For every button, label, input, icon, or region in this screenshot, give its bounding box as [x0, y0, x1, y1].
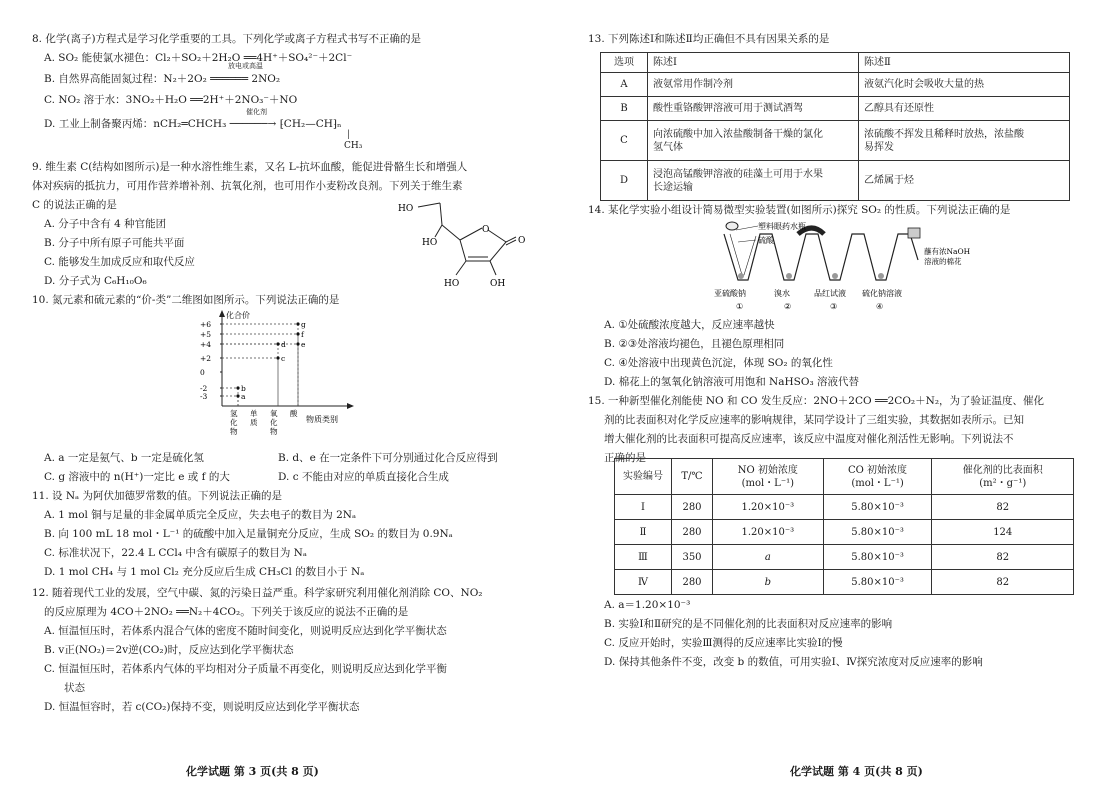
- q13-row-d-s1: [648, 161, 859, 201]
- chart-point-label: g: [301, 320, 306, 329]
- q15-row-2-co-c: 5.80×10⁻³: [823, 520, 932, 545]
- chart-point-label: d: [281, 340, 286, 349]
- vc-ho-mid: HO: [422, 238, 438, 248]
- q8-stem: 8. 化学(离子)方程式是学习化学重要的工具。下列化学或离子方程式书写不正确的是: [32, 33, 422, 45]
- chart-x-label: 物: [270, 427, 278, 436]
- q8-d-condition: 催化剂: [246, 108, 267, 116]
- q14-label-sulfide: 硫化钠溶液: [862, 289, 902, 298]
- q10-stem: 10. 氮元素和硫元素的“价-类”二维图如图所示。下列说法正确的是: [32, 294, 340, 306]
- chart-point-f: [296, 332, 299, 335]
- chart-y-tick: +6: [200, 320, 212, 329]
- q13-row-a-option: A: [601, 73, 648, 97]
- q15-header-no-conc-unit: (mol・L⁻¹): [741, 477, 795, 489]
- q15-row-3-t: 350: [672, 545, 713, 570]
- q8-option-a: A. SO₂ 能使氯水褪色：Cl₂＋SO₂＋2H₂O ══4H⁺＋SO₄²⁻＋2Cl⁻: [44, 52, 353, 64]
- vc-carbonyl-o: O: [518, 236, 526, 246]
- q14-num-1: ①: [736, 302, 744, 311]
- bottle-leader: [736, 226, 758, 230]
- q14-stem: 14. 某化学实验小组设计简易微型实验装置(如图所示)探究 SO₂ 的性质。下列说法正确的是: [588, 204, 1011, 216]
- chart-y-tick: -2: [200, 384, 208, 393]
- q14-acid-label: 硫酸: [758, 236, 774, 245]
- q14-option-c: C. ④处溶液中出现黄色沉淀，体现 SO₂ 的氧化性: [604, 357, 833, 369]
- chart-x-tail: 物质类别: [306, 415, 338, 424]
- valence-class-chart: [190, 308, 380, 448]
- q13-row-c-s1-line1: 向浓硫酸中加入浓盐酸制备干燥的氯化: [653, 128, 823, 140]
- q10-option-a: A. a 一定是氨气、b 一定是硫化氢: [44, 452, 204, 464]
- q13-header-statement2: 陈述Ⅱ: [859, 53, 1070, 73]
- chart-x-arrow: [347, 403, 354, 409]
- q15-header-row: [615, 459, 1074, 495]
- q15-row-4-co-c: 5.80×10⁻³: [823, 570, 932, 595]
- q14-option-b: B. ②③处溶液均褪色，且褪色原理相同: [604, 338, 785, 350]
- q8-option-b: B. 自然界高能固氮过程：N₂＋2O₂ ══════ 2NO₂: [44, 73, 281, 85]
- right-page-footer: 化学试题 第 4 页(共 8 页): [790, 765, 923, 778]
- cotton-plug: [908, 228, 920, 238]
- q9-option-b: B. 分子中所有原子可能共平面: [44, 237, 185, 249]
- eyedropper-bottle: [726, 222, 738, 230]
- q8-option-c: C. NO₂ 溶于水：3NO₂＋H₂O ══2H⁺＋2NO₃⁻＋NO: [44, 94, 298, 106]
- q13-row-c: [601, 121, 1070, 161]
- q9-stem-line1: 9. 维生素 C(结构如图所示)是一种水溶性维生素，又名 L-抗坏血酸，能促进骨骼生长和增强人: [32, 161, 468, 173]
- q14-num-3: ③: [830, 302, 838, 311]
- chart-point-label: f: [301, 330, 304, 339]
- q15-stem-line3: 增大催化剂的比表面积可提高反应速率，该反应中温度对催化剂活性无影响。下列说法不: [604, 433, 1014, 445]
- chart-y-tick: +5: [200, 330, 212, 339]
- bromine-spot: [786, 273, 792, 279]
- q15-stem-line2: 剂的比表面积对化学反应速率的影响规律，某同学设计了三组实验，其数据如表所示。已知: [604, 414, 1024, 426]
- chart-y-tick: 0: [200, 368, 205, 377]
- q15-row-4-area: 82: [932, 570, 1074, 595]
- q13-row-a: [601, 73, 1070, 97]
- q12-stem-line2: 的反应原理为 4CO＋2NO₂ ══N₂＋4CO₂。下列关于该反应的说法不正确的是: [44, 606, 409, 618]
- q13-row-a-s2: 液氨汽化时会吸收大量的热: [859, 73, 1070, 97]
- q13-table: [600, 52, 1070, 201]
- vitamin-c-structure: [390, 195, 540, 293]
- q15-row-4-no-c: b: [713, 570, 824, 595]
- q11-option-b: B. 向 100 mL 18 mol・L⁻¹ 的硫酸中加入足量铜充分反应，生成 SO₂ 的数目为 0.9Nₐ: [44, 528, 453, 540]
- chart-x-label: 氧: [270, 409, 278, 418]
- q13-header-row: [601, 53, 1070, 73]
- acid-leader: [738, 240, 756, 242]
- q10-option-b: B. d、e 在一定条件下可分别通过化合反应得到: [278, 452, 498, 464]
- chart-point-e: [296, 342, 299, 345]
- chart-x-label: 物: [230, 427, 238, 436]
- left-page: [0, 0, 552, 800]
- q13-row-c-s1: [648, 121, 859, 161]
- q13-row-b: [601, 97, 1070, 121]
- q13-header-statement1: 陈述Ⅰ: [648, 53, 859, 73]
- q15-header-co-conc: [823, 459, 932, 495]
- chart-point-a: [236, 394, 239, 397]
- q9-option-c: C. 能够发生加成反应和取代反应: [44, 256, 195, 268]
- q15-option-c: C. 反应开始时，实验Ⅲ测得的反应速率比实验Ⅰ的慢: [604, 637, 843, 649]
- q13-row-c-s1-line2: 氢气体: [653, 141, 683, 153]
- q8-d-methyl-branch: │: [346, 130, 351, 139]
- q12-stem-line1: 12. 随着现代工业的发展，空气中碳、氮的污染日益严重。科学家研究利用催化剂消除 CO、NO₂: [32, 587, 483, 599]
- q14-num-4: ④: [876, 302, 884, 311]
- q15-header-no-conc: [713, 459, 824, 495]
- q10-option-c: C. g 溶液中的 n(H⁺)一定比 e 或 f 的大: [44, 471, 230, 483]
- chart-point-b: [236, 386, 239, 389]
- q13-row-d-option: D: [601, 161, 648, 201]
- chart-x-label: 氢: [230, 409, 238, 418]
- chart-point-label: a: [241, 392, 246, 401]
- w-tube-outer: [724, 234, 918, 280]
- fuchsin-spot: [832, 273, 838, 279]
- q12-option-c: C. 恒温恒压时，若体系内气体的平均相对分子质量不再变化，则说明反应达到化学平衡: [44, 663, 447, 675]
- q13-row-d: [601, 161, 1070, 201]
- q15-row-1-no-c: 1.20×10⁻³: [713, 495, 824, 520]
- q14-option-a: A. ①处硫酸浓度越大，反应速率越快: [604, 319, 775, 331]
- q13-row-b-option: B: [601, 97, 648, 121]
- chart-x-label: 酸: [290, 409, 298, 418]
- q15-header-no: 实验编号: [615, 459, 672, 495]
- q8-b-condition: 放电或高温: [228, 62, 263, 70]
- q12-option-a: A. 恒温恒压时，若体系内混合气体的密度不随时间变化，则说明反应达到化学平衡状态: [44, 625, 447, 637]
- q13-row-d-s1-line1: 浸泡高锰酸钾溶液的硅藻土可用于水果: [653, 168, 823, 180]
- chart-point-d: [276, 342, 279, 345]
- q15-option-d: D. 保持其他条件不变，改变 b 的数值，可用实验Ⅰ、Ⅳ探究浓度对反应速率的影响: [604, 656, 983, 668]
- q15-row-3-area: 82: [932, 545, 1074, 570]
- q12-option-b: B. v正(NO₂)＝2v逆(CO₂)时，反应达到化学平衡状态: [44, 644, 294, 656]
- chart-y-tick: -3: [200, 392, 208, 401]
- q15-row-4: [615, 570, 1074, 595]
- q13-row-c-s2: [859, 121, 1070, 161]
- q13-row-d-s2: 乙烯属于烃: [859, 161, 1070, 201]
- q15-row-3-no-c: a: [713, 545, 824, 570]
- chart-x-label: 单: [250, 409, 258, 418]
- q15-table: [614, 458, 1074, 595]
- q15-header-area-unit: (m²・g⁻¹): [979, 477, 1027, 489]
- vc-enol-ho: HO: [444, 279, 460, 289]
- q11-stem: 11. 设 Nₐ 为阿伏加德罗常数的值。下列说法正确的是: [32, 490, 282, 502]
- sulfite-spot: [738, 273, 744, 279]
- q15-header-co-conc-title: CO 初始浓度: [848, 464, 908, 476]
- q15-row-1-area: 82: [932, 495, 1074, 520]
- q14-label-bromine: 溴水: [774, 289, 790, 298]
- q8-d-methyl: CH₃: [344, 141, 363, 151]
- q15-row-3-no: Ⅲ: [615, 545, 672, 570]
- q11-option-a: A. 1 mol 铜与足量的非金属单质完全反应，失去电子的数目为 2Nₐ: [44, 509, 357, 521]
- left-page-footer: 化学试题 第 3 页(共 8 页): [186, 765, 319, 778]
- q13-stem: 13. 下列陈述Ⅰ和陈述Ⅱ均正确但不具有因果关系的是: [588, 33, 830, 45]
- q15-row-2-area: 124: [932, 520, 1074, 545]
- q13-row-c-s2-line2: 易挥发: [864, 141, 894, 153]
- chart-point-label: e: [301, 340, 306, 349]
- q13-row-c-s2-line1: 浓硫酸不挥发且稀释时放热，浓盐酸: [864, 128, 1024, 140]
- q15-row-2-t: 280: [672, 520, 713, 545]
- q13-row-c-option: C: [601, 121, 648, 161]
- q14-cotton-label-2: 溶液的棉花: [924, 257, 962, 266]
- q15-stem-line4: 正确的是: [604, 452, 646, 464]
- q13-row-d-s1-line2: 长途运输: [653, 181, 693, 193]
- chart-x-label: 化: [270, 418, 278, 427]
- chart-point-c: [276, 356, 279, 359]
- q15-header-area-title: 催化剂的比表面积: [962, 464, 1043, 476]
- right-page: [552, 0, 1105, 800]
- q15-row-3-co-c: 5.80×10⁻³: [823, 545, 932, 570]
- q15-row-2-no: Ⅱ: [615, 520, 672, 545]
- q14-label-sulfite: 亚硫酸钠: [714, 289, 746, 298]
- q13-header-option: 选项: [601, 53, 648, 73]
- q15-header-no-conc-title: NO 初始浓度: [737, 464, 798, 476]
- q14-bottle-label: 塑料眼药水瓶: [758, 222, 806, 231]
- q12-option-d: D. 恒温恒容时，若 c(CO₂)保持不变，则说明反应达到化学平衡状态: [44, 701, 360, 713]
- q15-header-co-conc-unit: (mol・L⁻¹): [851, 477, 904, 489]
- chart-point-g: [296, 322, 299, 325]
- vc-ring-o: O: [482, 225, 490, 235]
- q13-row-b-s2: 乙醇具有还原性: [859, 97, 1070, 121]
- q14-num-2: ②: [784, 302, 792, 311]
- q12-option-c-cont: 状态: [64, 682, 85, 694]
- q14-cotton-label: 蘸有浓NaOH: [924, 247, 971, 256]
- q9-option-d: D. 分子式为 C₆H₁₀O₆: [44, 275, 147, 287]
- q15-row-3: [615, 545, 1074, 570]
- q10-option-d: D. c 不能由对应的单质直接化合生成: [278, 471, 449, 483]
- q9-stem-line3: C 的说法正确的是: [32, 199, 117, 211]
- chart-point-label: b: [241, 384, 246, 393]
- q15-header-t: T/℃: [672, 459, 713, 495]
- chart-x-label: 化: [230, 418, 238, 427]
- q15-option-a: A. a＝1.20×10⁻³: [604, 599, 691, 611]
- chart-y-arrow: [219, 310, 225, 317]
- chart-y-tick: +4: [200, 340, 212, 349]
- q13-row-a-s1: 液氨常用作制冷剂: [648, 73, 859, 97]
- vc-enol-oh: OH: [490, 279, 506, 289]
- q15-row-2-no-c: 1.20×10⁻³: [713, 520, 824, 545]
- q15-row-1-no: Ⅰ: [615, 495, 672, 520]
- q14-apparatus: [712, 220, 1032, 314]
- q8-option-d: D. 工业上制备聚丙烯：nCH₂═CHCH₃ ──────→ ⁅CH₂—CH⁆ₙ: [44, 118, 342, 130]
- q14-label-fuchsin: 品红试液: [814, 289, 846, 298]
- q15-header-area: [932, 459, 1074, 495]
- q9-option-a: A. 分子中含有 4 种官能团: [44, 218, 167, 230]
- q11-option-d: D. 1 mol CH₄ 与 1 mol Cl₂ 充分反应后生成 CH₃Cl 的数目小于 Nₐ: [44, 566, 365, 578]
- q15-option-b: B. 实验Ⅰ和Ⅱ研究的是不同催化剂的比表面积对反应速率的影响: [604, 618, 893, 630]
- q11-option-c: C. 标准状况下，22.4 L CCl₄ 中含有碳原子的数目为 Nₐ: [44, 547, 307, 559]
- q15-row-1-co-c: 5.80×10⁻³: [823, 495, 932, 520]
- chart-y-title: 化合价: [226, 311, 250, 320]
- q15-row-4-t: 280: [672, 570, 713, 595]
- q9-stem-line2: 体对疾病的抵抗力，可用作营养增补剂、抗氧化剂，也可用作小麦粉改良剂。下列关于维生素: [32, 180, 463, 192]
- chart-x-label: 质: [250, 418, 258, 427]
- chart-y-tick: +2: [200, 354, 212, 363]
- q15-row-4-no: Ⅳ: [615, 570, 672, 595]
- chart-point-label: c: [281, 354, 286, 363]
- vc-ho-top: HO: [398, 204, 414, 214]
- sulfide-spot: [878, 273, 884, 279]
- q14-option-d: D. 棉花上的氢氧化钠溶液可用饱和 NaHSO₃ 溶液代替: [604, 376, 860, 388]
- q13-row-b-s1: 酸性重铬酸钾溶液可用于测试酒驾: [648, 97, 859, 121]
- q15-row-2: [615, 520, 1074, 545]
- q15-stem-line1: 15. 一种新型催化剂能使 NO 和 CO 发生反应：2NO＋2CO ══2CO₂＋N₂，为了验证温度、催化: [588, 395, 1045, 407]
- q15-row-1-t: 280: [672, 495, 713, 520]
- q15-row-1: [615, 495, 1074, 520]
